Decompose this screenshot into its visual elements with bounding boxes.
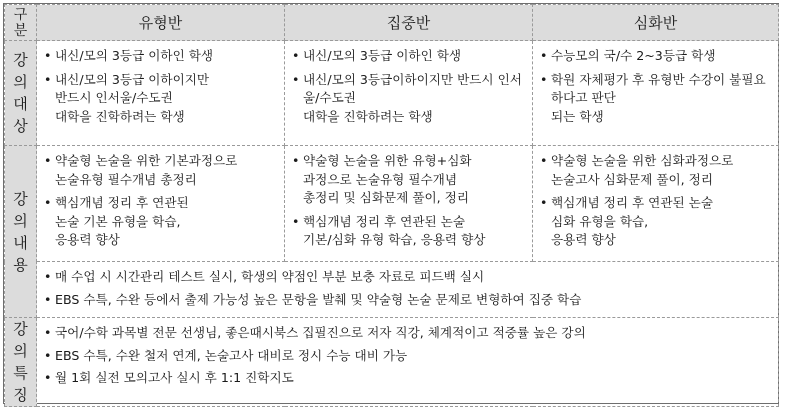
list-item: • 월 1회 실전 모의고사 실시 후 1:1 진학지도 <box>43 369 772 388</box>
list-item: • 내신/모의 3등급이하이지만 반드시 인서울/수도권 대학을 진학하려는 학생 <box>291 71 526 127</box>
list-item: • EBS 수특, 수완 철저 연계, 논술고사 대비로 정시 수능 대비 가능 <box>43 347 772 366</box>
header-category-label: 구 분 <box>13 6 28 39</box>
course-table-container <box>3 3 779 404</box>
list-item: • 약술형 논술을 위한 기본과정으로 논술유형 필수개념 총정리 <box>43 152 278 189</box>
header-category <box>5 5 37 41</box>
features-row <box>5 318 779 407</box>
content-advanced-cell <box>533 146 779 262</box>
content-intensive-cell <box>285 146 533 262</box>
list-item: • 핵심개념 정리 후 연관된 논술 기본/심화 유형 학습, 응용력 향상 <box>291 213 526 250</box>
list-item: • EBS 수특, 수완 등에서 출제 가능성 높은 문항을 발췌 및 약술형 논술 문제로 변형하여 집중 학습 <box>43 291 772 310</box>
list-item: • 학원 자체평가 후 유형반 수강이 불필요하다고 판단 되는 학생 <box>539 71 772 127</box>
list-item: • 약술형 논술을 위한 심화과정으로 논술고사 심화문제 풀이, 정리 <box>539 152 772 189</box>
content-basic-cell <box>37 146 285 262</box>
side-label-target: 강 의 대 상 <box>5 41 37 146</box>
side-label-content: 강 의 내 용 <box>5 146 37 318</box>
header-basic-class: 유형반 <box>37 5 285 41</box>
content-common-row <box>5 262 779 318</box>
course-comparison-table <box>4 4 779 407</box>
content-row <box>5 146 779 262</box>
target-advanced-cell <box>533 41 779 146</box>
list-item: • 약술형 논술을 위한 유형+심화 과정으로 논술유형 필수개념 총정리 및 심화문제 풀이, 정리 <box>291 152 526 208</box>
list-item: • 내신/모의 3등급 이하인 학생 <box>43 47 278 66</box>
header-row <box>5 5 779 41</box>
list-item: • 매 수업 시 시간관리 테스트 실시, 학생의 약점인 부분 보충 자료로 피드백 실시 <box>43 268 772 287</box>
list-item: • 내신/모의 3등급 이하이지만 반드시 인서울/수도권 대학을 진학하려는 학생 <box>43 71 278 127</box>
header-advanced-class: 심화반 <box>533 5 779 41</box>
side-label-features: 강 의 특 징 <box>5 318 37 407</box>
list-item: • 내신/모의 3등급 이하인 학생 <box>291 47 526 66</box>
target-intensive-cell <box>285 41 533 146</box>
list-item: • 핵심개념 정리 후 연관된 논술 기본 유형을 학습, 응용력 향상 <box>43 194 278 250</box>
header-intensive-class: 집중반 <box>285 5 533 41</box>
content-common-cell <box>37 262 779 318</box>
list-item: • 수능모의 국/수 2~3등급 학생 <box>539 47 772 66</box>
target-row <box>5 41 779 146</box>
target-basic-cell <box>37 41 285 146</box>
features-cell <box>37 318 779 407</box>
list-item: • 핵심개념 정리 후 연관된 논술 심화 유형을 학습, 응용력 향상 <box>539 194 772 250</box>
list-item: • 국어/수학 과목별 전문 선생님, 좋은때시북스 집필진으로 저자 직강, 체계적이고 적중률 높은 강의 <box>43 324 772 343</box>
